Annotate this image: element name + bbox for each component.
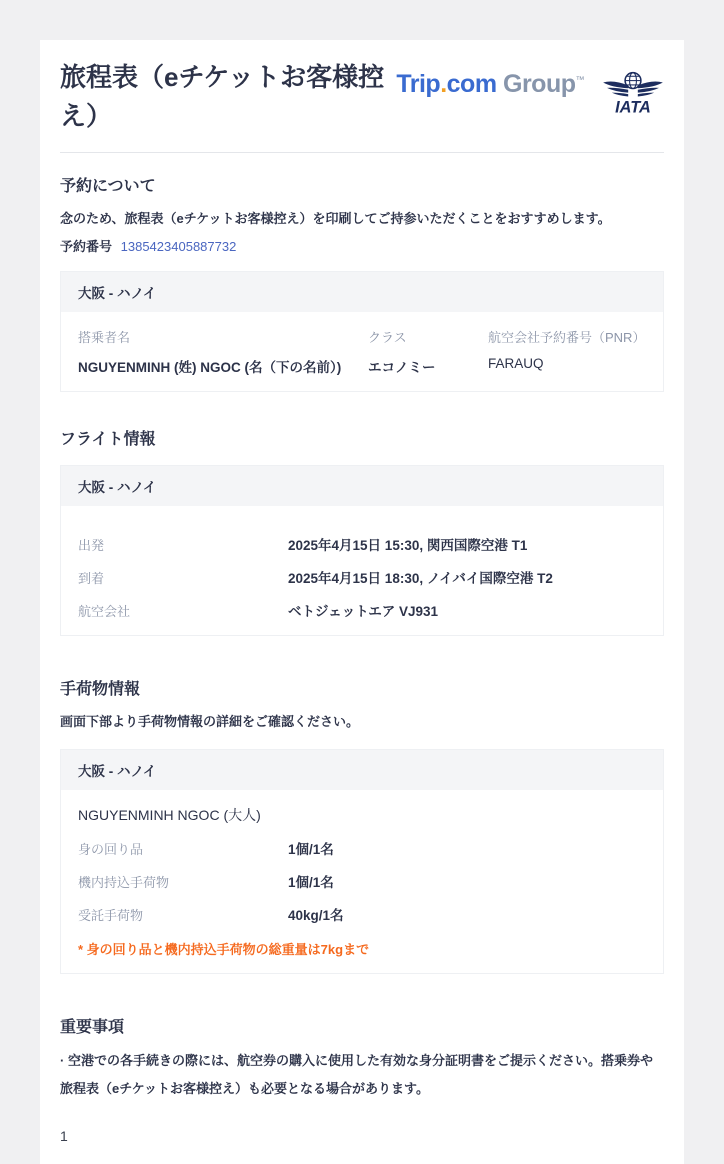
carry-on-label: 機内持込手荷物	[78, 874, 170, 890]
flight-card-body	[61, 506, 663, 635]
booking-number-value[interactable]: 1385423405887732	[120, 238, 237, 254]
airline-row	[78, 600, 646, 620]
personal-item-label: 身の回り品	[78, 841, 144, 857]
header-divider	[60, 152, 664, 153]
tripcom-logo-dot: .	[440, 70, 447, 98]
baggage-heading: 手荷物情報	[60, 680, 141, 698]
booking-number-label: 予約番号	[60, 238, 113, 254]
tripcom-logo-trip: Trip	[396, 70, 441, 98]
carry-on-value: 1個/1名	[288, 874, 334, 890]
baggage-card	[60, 749, 664, 974]
class-header: クラス	[368, 329, 407, 345]
departure-label: 出発	[78, 537, 105, 553]
flight-card	[60, 465, 664, 636]
carry-on-row	[78, 871, 646, 891]
booking-section	[60, 173, 664, 392]
passenger-name-header: 搭乗者名	[78, 329, 131, 345]
passenger-name-value: NGUYENMINH (姓) NGOC (名（下の名前）)	[78, 359, 342, 375]
baggage-section	[60, 676, 664, 974]
class-value: エコノミー	[368, 359, 436, 375]
arrival-value: 2025年4月15日 18:30, ノイバイ国際空港 T2	[288, 570, 553, 586]
booking-card	[60, 271, 664, 392]
personal-item-value: 1個/1名	[288, 841, 334, 857]
document-header	[60, 58, 664, 136]
important-note-text: · 空港での各手続きの際には、航空券の購入に使用した有効な身分証明書をご提示ください。搭乗券や旅程表（eチケットお客様控え）も必要となる場合があります。	[60, 1052, 653, 1096]
tripcom-group-logo	[396, 70, 584, 99]
airline-label: 航空会社	[78, 603, 131, 619]
page-title: 旅程表（eチケットお客様控え）	[60, 62, 385, 131]
flight-section	[60, 426, 664, 636]
departure-row	[78, 534, 646, 554]
arrival-row	[78, 567, 646, 587]
route-header: 大阪 - ハノイ	[61, 466, 663, 506]
route-header: 大阪 - ハノイ	[61, 750, 663, 790]
trademark-symbol: ™	[575, 74, 584, 85]
arrival-label: 到着	[78, 570, 105, 586]
pnr-header: 航空会社予約番号（PNR）	[488, 329, 646, 345]
booking-advice-text: 念のため、旅程表（eチケットお客様控え）を印刷してご持参いただくことをおすすめします。	[60, 211, 611, 226]
booking-card-body	[61, 312, 663, 391]
airline-value: ベトジェットエア VJ931	[288, 603, 438, 619]
booking-heading: 予約について	[60, 178, 156, 195]
tripcom-logo-com: com	[446, 70, 497, 98]
pnr-column	[488, 327, 646, 376]
booking-number-row	[60, 236, 664, 255]
logo-group	[396, 58, 664, 122]
class-column	[368, 327, 488, 376]
route-header: 大阪 - ハノイ	[61, 272, 663, 312]
passenger-column	[78, 327, 368, 376]
departure-value: 2025年4月15日 15:30, 関西国際空港 T1	[288, 537, 528, 553]
checked-baggage-label: 受託手荷物	[78, 907, 144, 923]
flight-heading: フライト情報	[60, 430, 156, 448]
checked-baggage-row	[78, 904, 646, 924]
personal-item-row	[78, 838, 646, 858]
checked-baggage-value: 40kg/1名	[288, 907, 344, 923]
iata-logo-text: IATA	[615, 98, 651, 117]
document-page	[40, 40, 684, 1164]
baggage-weight-warning: * 身の回り品と機内持込手荷物の総重量は7kgまで	[78, 941, 370, 957]
tripcom-logo-group: Group	[496, 70, 576, 98]
pnr-value: FARAUQ	[488, 355, 544, 371]
important-section	[60, 1014, 664, 1103]
iata-logo-icon	[602, 70, 664, 122]
page-number: 1	[60, 1128, 68, 1145]
passenger-table	[78, 327, 646, 376]
baggage-card-body	[61, 790, 663, 973]
important-heading: 重要事項	[60, 1018, 125, 1036]
baggage-note-text: 画面下部より手荷物情報の詳細をご確認ください。	[60, 713, 360, 729]
baggage-passenger-name: NGUYENMINH NGOC (大人)	[78, 806, 261, 823]
